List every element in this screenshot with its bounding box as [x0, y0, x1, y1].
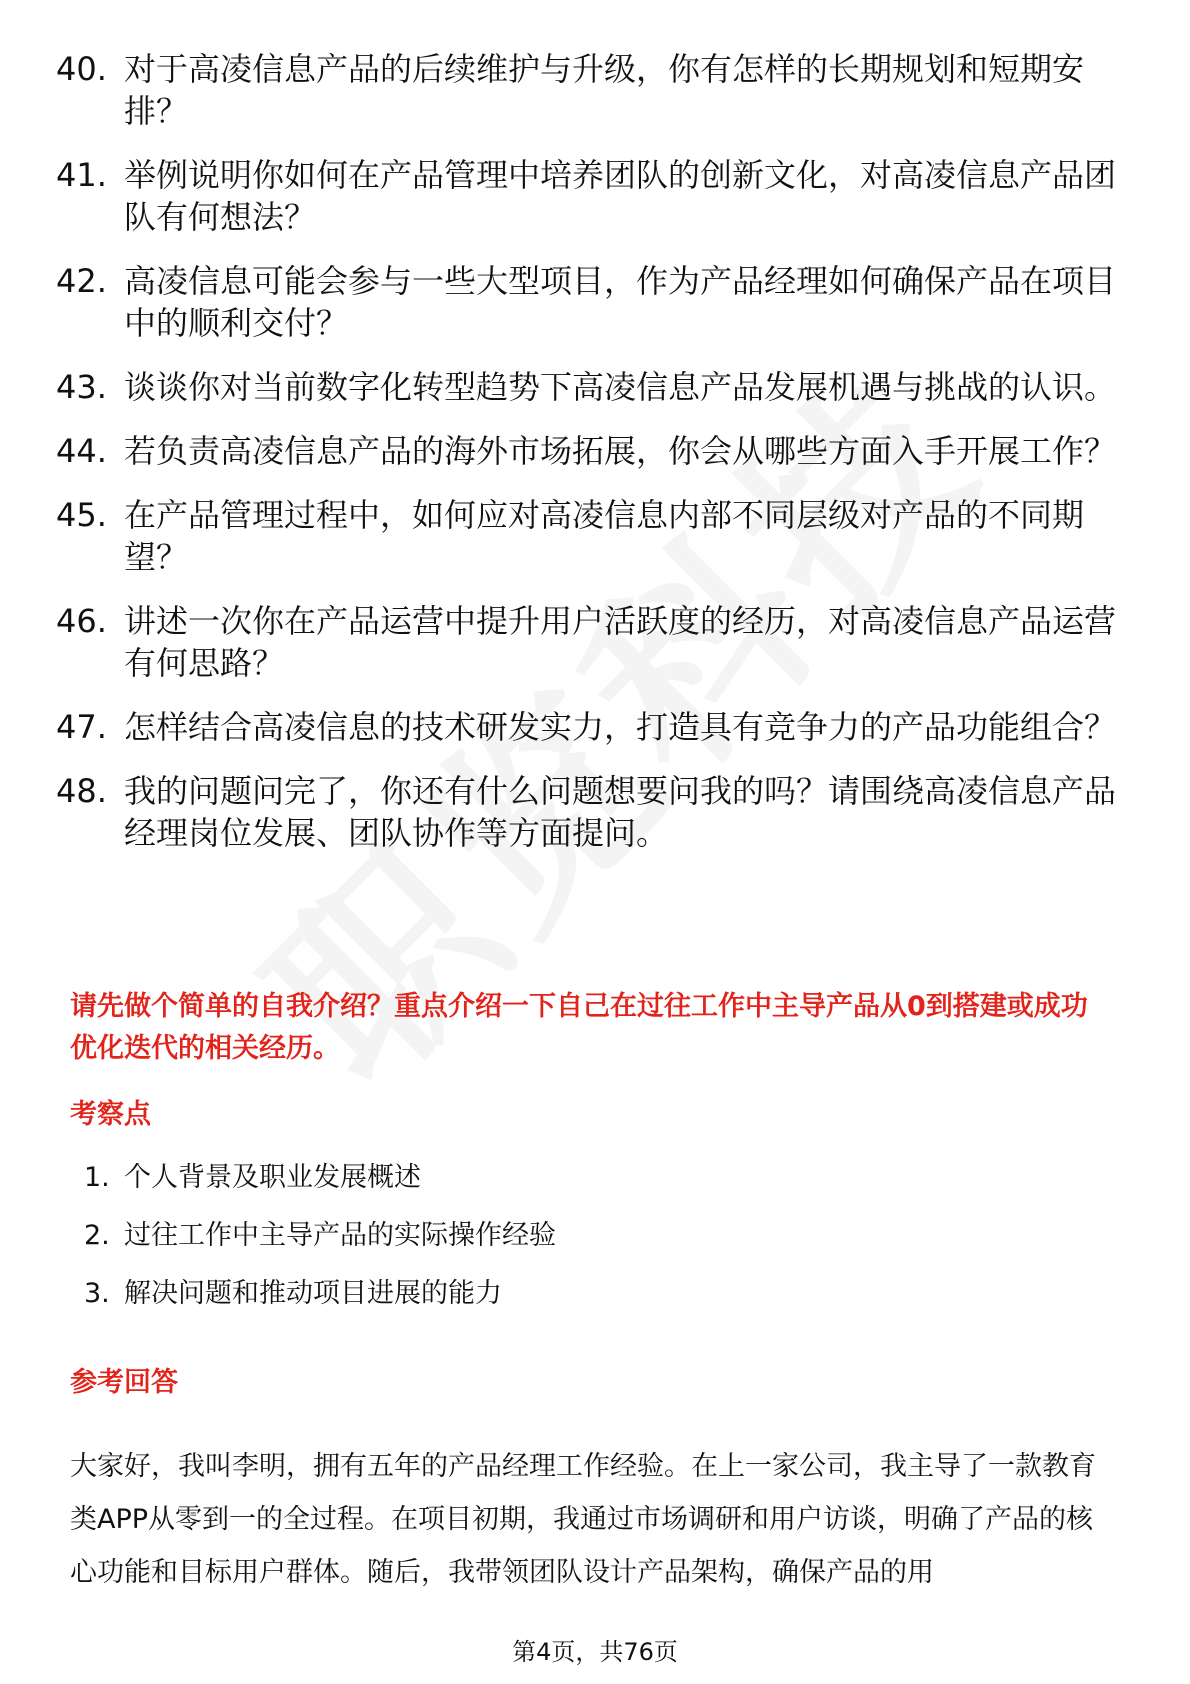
answer-heading: 参考回答	[70, 1367, 178, 1398]
question-number: 42.	[56, 262, 107, 300]
featured-question: 请先做个简单的自我介绍？重点介绍一下自己在过往工作中主导产品从0到搭建或成功优化迭代的相关经历。	[70, 991, 1088, 1064]
point-item	[84, 1218, 984, 1254]
question-list	[56, 48, 1116, 876]
question-item	[56, 366, 1116, 408]
question-text: 对于高凌信息产品的后续维护与升级，你有怎样的长期规划和短期安排？	[124, 50, 1085, 130]
point-text: 过往工作中主导产品的实际操作经验	[124, 1220, 556, 1251]
question-item	[56, 600, 1116, 684]
points-list	[84, 1160, 984, 1334]
question-item	[56, 154, 1116, 238]
question-item	[56, 48, 1116, 132]
answer-text: 大家好，我叫李明，拥有五年的产品经理工作经验。在上一家公司，我主导了一款教育类APP从零到一的全过程。在项目初期，我通过市场调研和用户访谈，明确了产品的核心功能和目标用户群体。随后，我带领团队设计产品架构，确保产品的用	[70, 1451, 1096, 1588]
question-text: 我的问题问完了，你还有什么问题想要问我的吗？请围绕高凌信息产品经理岗位发展、团队协作等方面提问。	[124, 772, 1117, 852]
question-text: 在产品管理过程中，如何应对高凌信息内部不同层级对产品的不同期望？	[124, 496, 1085, 576]
page-footer: 第4页，共76页	[512, 1638, 678, 1666]
point-number: 3.	[84, 1278, 110, 1309]
question-number: 44.	[56, 432, 107, 470]
point-text: 解决问题和推动项目进展的能力	[124, 1278, 502, 1309]
question-text: 举例说明你如何在产品管理中培养团队的创新文化，对高凌信息产品团队有何想法？	[124, 156, 1117, 236]
points-heading: 考察点	[70, 1099, 151, 1130]
question-number: 45.	[56, 496, 107, 534]
question-number: 40.	[56, 50, 107, 88]
question-item	[56, 706, 1116, 748]
point-number: 1.	[84, 1162, 110, 1193]
question-item	[56, 494, 1116, 578]
question-text: 高凌信息可能会参与一些大型项目，作为产品经理如何确保产品在项目中的顺利交付？	[124, 262, 1117, 342]
point-text: 个人背景及职业发展概述	[124, 1162, 421, 1193]
question-number: 48.	[56, 772, 107, 810]
point-item	[84, 1276, 984, 1312]
question-text: 谈谈你对当前数字化转型趋势下高凌信息产品发展机遇与挑战的认识。	[124, 368, 1117, 406]
question-item	[56, 770, 1116, 854]
question-item	[56, 430, 1116, 472]
question-number: 41.	[56, 156, 107, 194]
question-number: 47.	[56, 708, 107, 746]
question-number: 46.	[56, 602, 107, 640]
question-item	[56, 260, 1116, 344]
point-item	[84, 1160, 984, 1196]
question-number: 43.	[56, 368, 107, 406]
question-text: 怎样结合高凌信息的技术研发实力，打造具有竞争力的产品功能组合？	[124, 708, 1117, 746]
question-text: 若负责高凌信息产品的海外市场拓展，你会从哪些方面入手开展工作？	[124, 432, 1117, 470]
point-number: 2.	[84, 1220, 110, 1251]
question-text: 讲述一次你在产品运营中提升用户活跃度的经历，对高凌信息产品运营有何思路？	[124, 602, 1117, 682]
